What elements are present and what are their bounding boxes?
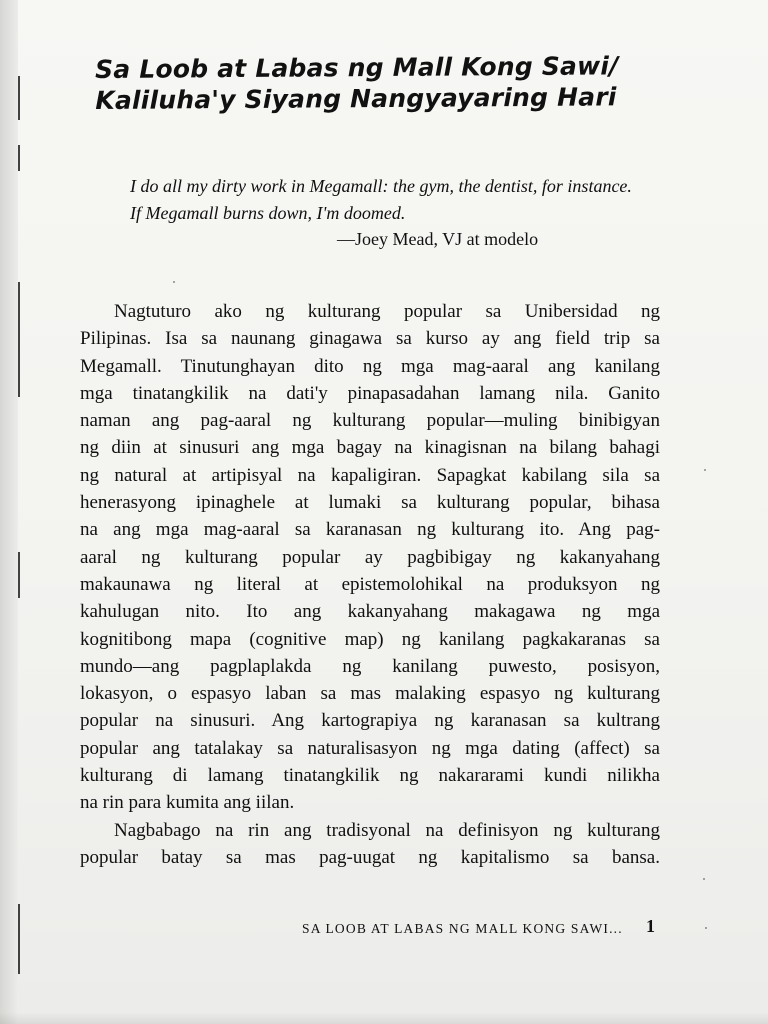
epigraph-line-2: If Megamall burns down, I'm doomed. [130, 203, 406, 223]
scan-speck [703, 878, 705, 880]
body-line: popular na sinusuri. Ang kartograpiya ng karanasan sa kultrang [80, 710, 660, 732]
scan-left-edge [0, 0, 18, 1024]
body-line: ng natural at artipisyal na kapaligiran. Sapagkat kabilang sila sa [80, 464, 660, 486]
epigraph-line-1: I do all my dirty work in Megamall: the gym, the dentist, for instance. [130, 176, 632, 196]
body-line: Nagbabago na rin ang tradisyonal na definisyon ng kulturang [114, 819, 660, 841]
body-line: ng diin at sinusuri ang mga bagay na kinagisnan na bilang bahagi [80, 437, 660, 459]
body-line: Megamall. Tinutunghayan dito ng mga mag-aaral ang kanilang [80, 355, 660, 377]
body-line: henerasyong ipinaghele at lumaki sa kulturang popular, bihasa [80, 492, 660, 514]
page-number: 1 [646, 916, 655, 936]
margin-scan-mark [18, 904, 20, 974]
body-line: naman ang pag-aaral ng kulturang popular—muling binibigyan [80, 410, 660, 432]
chapter-title [95, 50, 619, 116]
body-line: kulturang di lamang tinatangkilik ng nakararami kundi nilikha [80, 765, 660, 787]
body-line: lokasyon, o espasyo laban sa mas malaking espasyo ng kulturang [80, 683, 660, 705]
scan-speck [705, 927, 707, 929]
running-footer-title: SA LOOB AT LABAS NG MALL KONG SAWI... [302, 921, 623, 936]
body-line: popular batay sa mas pag-uugat ng kapitalismo sa bansa. [80, 846, 660, 868]
margin-scan-mark [18, 552, 20, 598]
body-line: mundo—ang pagplaplakda ng kanilang puwesto, posisyon, [80, 655, 660, 677]
running-footer [302, 921, 672, 937]
scan-speck [173, 281, 175, 283]
body-line: mga tinatangkilik na dati'y pinapasadahan lamang nila. Ganito [80, 382, 660, 404]
margin-scan-mark [18, 76, 20, 120]
body-line: na rin para kumita ang iilan. [80, 792, 295, 814]
scan-speck [704, 469, 706, 471]
body-line: popular ang tatalakay sa naturalisasyon ng mga dating (affect) sa [80, 737, 660, 759]
body-line: makaunawa ng literal at epistemolohikal na produksyon ng [80, 573, 660, 595]
scan-bottom-edge [0, 1012, 768, 1024]
chapter-title-line-1: Sa Loob at Labas ng Mall Kong Sawi/ [95, 51, 619, 84]
body-line: kognitibong mapa (cognitive map) ng kanilang pagkakaranas sa [80, 628, 660, 650]
body-line: na ang mga mag-aaral sa karanasan ng kulturang ito. Ang pag- [80, 519, 660, 541]
body-line: aaral ng kulturang popular ay pagbibigay ng kakanyahang [80, 546, 660, 568]
margin-scan-mark [18, 145, 20, 171]
body-line: kahulugan nito. Ito ang kakanyahang makagawa ng mga [80, 601, 660, 623]
epigraph [130, 173, 670, 227]
body-text [80, 298, 660, 871]
margin-scan-mark [18, 282, 20, 397]
body-line: Pilipinas. Isa sa naunang ginagawa sa kurso ay ang field trip sa [80, 328, 660, 350]
chapter-title-line-2: Kaliluha'y Siyang Nangyayaring Hari [95, 82, 617, 115]
body-line: Nagtuturo ako ng kulturang popular sa Unibersidad ng [114, 301, 660, 322]
epigraph-attribution: —Joey Mead, VJ at modelo [337, 229, 539, 249]
